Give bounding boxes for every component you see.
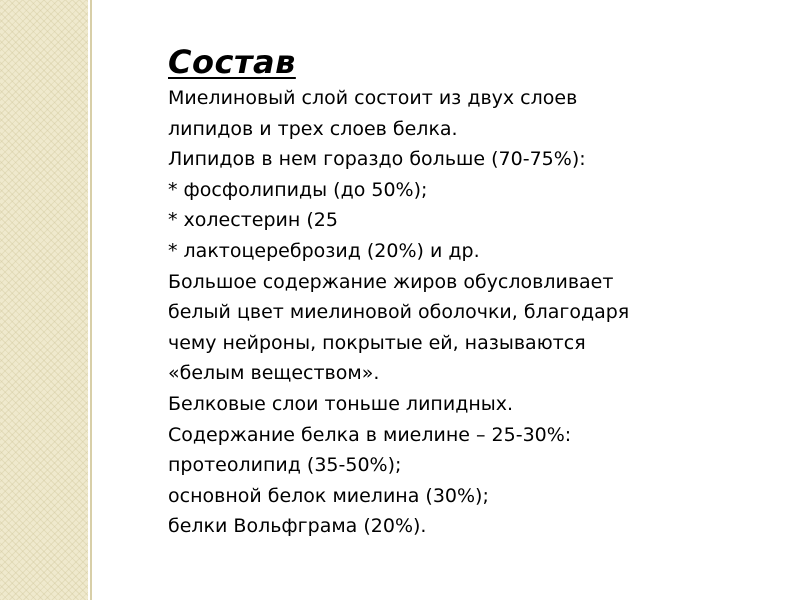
body-line: протеолипид (35-50%); <box>168 454 402 477</box>
body-line: липидов и трех слоев белка. <box>168 117 458 140</box>
slide-body <box>168 83 768 542</box>
body-line: Миелиновый слой состоит из двух слоев <box>168 87 578 109</box>
body-line: белки Вольфграма (20%). <box>168 515 427 538</box>
decorative-side-band <box>0 0 88 600</box>
body-line: Липидов в нем гораздо больше (70-75%): <box>168 148 586 171</box>
body-line: * лактоцереброзид (20%) и др. <box>168 239 480 262</box>
body-line: чему нейроны, покрытые ей, называются <box>168 331 586 354</box>
slide-content <box>168 42 768 542</box>
body-line: Белковые слои тоньше липидных. <box>168 392 514 415</box>
body-line: Большое содержание жиров обусловливает <box>168 270 614 293</box>
slide-title: Состав <box>168 43 296 81</box>
decorative-side-line <box>90 0 92 600</box>
body-line: белый цвет миелиновой оболочки, благодаря <box>168 301 630 324</box>
body-line: * фосфолипиды (до 50%); <box>168 178 428 201</box>
body-line: «белым веществом». <box>168 362 380 385</box>
body-line: Содержание белка в миелине – 25-30%: <box>168 423 572 446</box>
body-line: основной белок миелина (30%); <box>168 484 489 507</box>
body-line: * холестерин (25 <box>168 209 338 232</box>
